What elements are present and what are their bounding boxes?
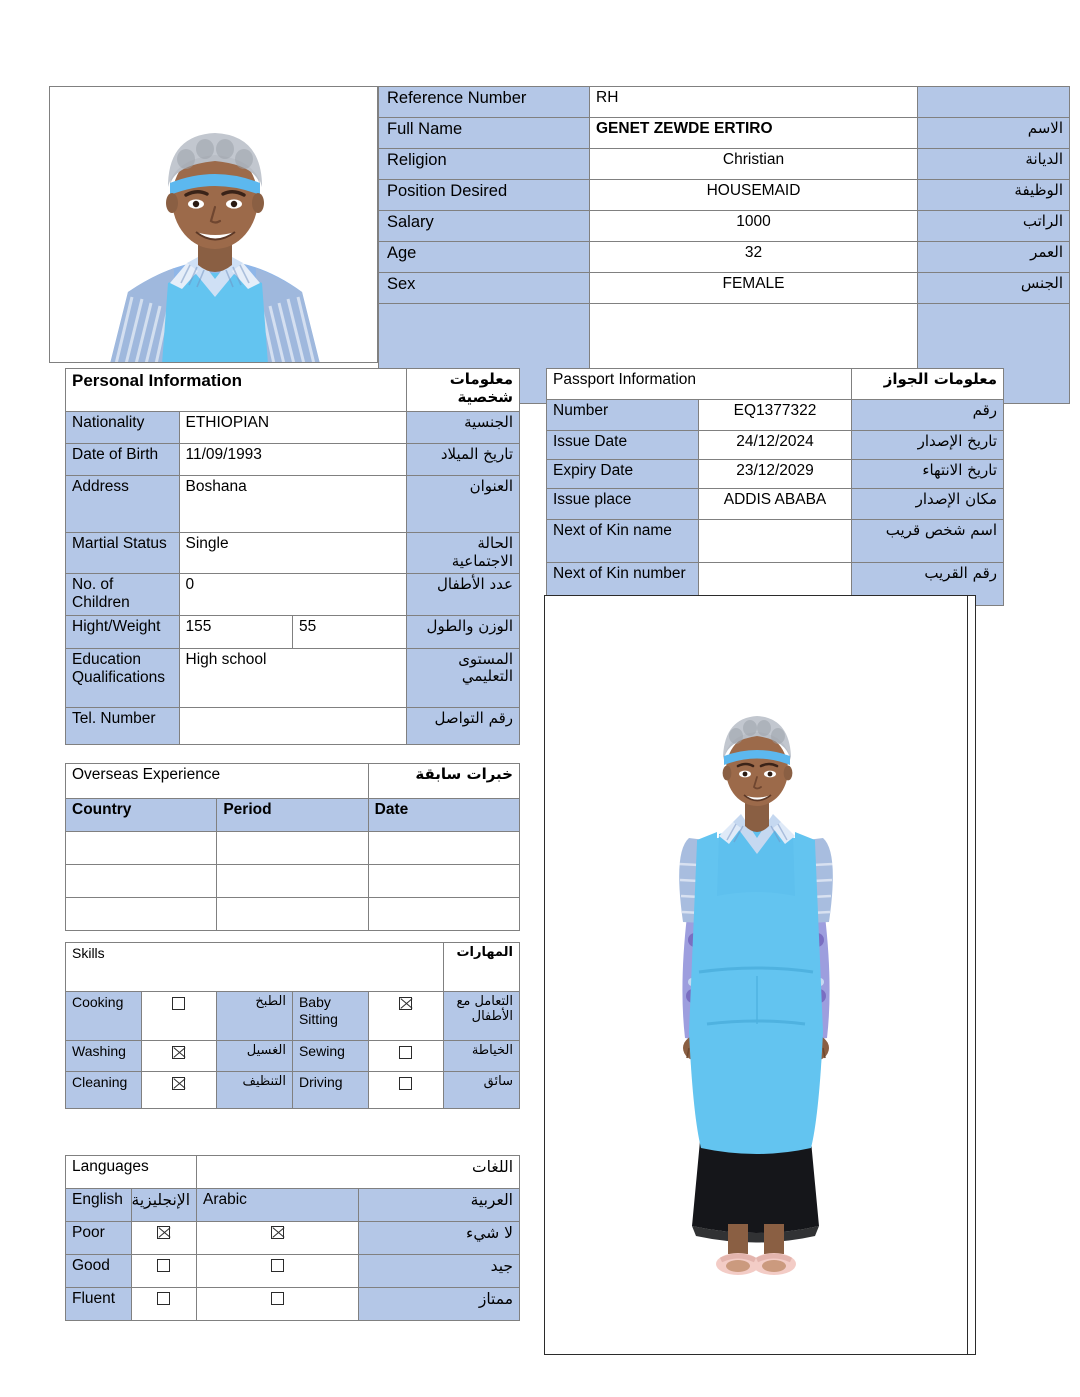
- checkbox-checked-icon: [271, 1226, 284, 1239]
- passport-info-title-en: Passport Information: [553, 371, 697, 388]
- overseas-data-row: [66, 832, 520, 865]
- header-value-2[interactable]: Christian: [590, 149, 918, 180]
- skills-row: [66, 1041, 520, 1072]
- passport-label-0: Number: [547, 400, 699, 431]
- header-row: [379, 180, 1070, 211]
- overseas-data-row: [66, 898, 520, 931]
- language-english-label: English: [66, 1189, 132, 1222]
- header-value-6[interactable]: FEMALE: [590, 273, 918, 304]
- personal-arabic-3: الحالة الاجتماعية: [406, 533, 520, 574]
- checkbox-checked-icon: [172, 1046, 185, 1059]
- personal-value-5[interactable]: 155: [179, 615, 293, 648]
- header-arabic-6: الجنس: [918, 273, 1070, 304]
- personal-label-6: Education Qualifications: [66, 648, 180, 707]
- skill-right-label-0: Baby Sitting: [292, 992, 368, 1041]
- personal-info-row: [66, 533, 520, 574]
- passport-label-5: Next of Kin number: [547, 563, 699, 606]
- checkbox-empty-icon: [399, 1077, 412, 1090]
- skill-right-arabic-0: التعامل مع الأطفال: [444, 992, 520, 1041]
- passport-value-3[interactable]: ADDIS ABABA: [699, 489, 851, 520]
- headshot-artwork: [50, 87, 377, 362]
- language-english-checkbox-2[interactable]: [131, 1288, 197, 1321]
- overseas-period-2[interactable]: [217, 898, 368, 931]
- personal-info-row: [66, 412, 520, 444]
- personal-label-1: Date of Birth: [66, 444, 180, 476]
- skills-table: [65, 942, 520, 1109]
- personal-value-3[interactable]: Single: [179, 533, 406, 574]
- skill-right-checkbox-2[interactable]: [368, 1072, 444, 1109]
- header-row: [379, 118, 1070, 149]
- checkbox-empty-icon: [157, 1259, 170, 1272]
- language-level-label-0: Poor: [66, 1222, 132, 1255]
- header-value-0[interactable]: RH: [590, 87, 918, 118]
- language-level-row: [66, 1222, 520, 1255]
- passport-value-1[interactable]: 24/12/2024: [699, 431, 851, 460]
- personal-value-6[interactable]: High school: [179, 648, 406, 707]
- personal-arabic-1: تاريخ الميلاد: [406, 444, 520, 476]
- header-value-1[interactable]: GENET ZEWDE ERTIRO: [590, 118, 918, 149]
- checkbox-checked-icon: [399, 997, 412, 1010]
- header-value-5[interactable]: 32: [590, 242, 918, 273]
- personal-arabic-6: المستوى التعليمي: [406, 648, 520, 707]
- overseas-col-period: Period: [217, 799, 368, 832]
- personal-label-4: No. of Children: [66, 574, 180, 616]
- personal-label-3: Martial Status: [66, 533, 180, 574]
- language-arabic-checkbox-1[interactable]: [197, 1255, 359, 1288]
- skills-row: [66, 1072, 520, 1109]
- personal-label-7: Tel. Number: [66, 707, 180, 744]
- skill-right-arabic-1: الخياطة: [444, 1041, 520, 1072]
- language-level-arabic-1: جيد: [358, 1255, 520, 1288]
- header-value-4[interactable]: 1000: [590, 211, 918, 242]
- personal-info-title-ar: معلومات شخصية: [406, 369, 520, 412]
- header-label-0: Reference Number: [379, 87, 590, 118]
- applicant-fullbody-photo: [545, 596, 968, 1354]
- skill-left-label-1: Washing: [66, 1041, 142, 1072]
- passport-arabic-0: رقم: [851, 400, 1003, 431]
- skill-left-checkbox-1[interactable]: [141, 1041, 217, 1072]
- header-arabic-5: العمر: [918, 242, 1070, 273]
- skill-left-label-0: Cooking: [66, 992, 142, 1041]
- overseas-date-0[interactable]: [368, 832, 519, 865]
- language-english-label-ar: الإنجليزية: [131, 1189, 197, 1222]
- overseas-header-row: [66, 799, 520, 832]
- skills-title-ar: المهارات: [444, 943, 520, 992]
- passport-arabic-4: اسم شخص قريب: [851, 520, 1003, 563]
- checkbox-empty-icon: [157, 1292, 170, 1305]
- passport-label-2: Expiry Date: [547, 460, 699, 489]
- passport-arabic-3: مكان الإصدار: [851, 489, 1003, 520]
- personal-information-table: [65, 368, 520, 745]
- personal-info-row: [66, 574, 520, 616]
- skills-row: [66, 992, 520, 1041]
- overseas-data-row: [66, 865, 520, 898]
- overseas-title-ar: خبرات سابقة: [368, 764, 519, 799]
- passport-information-table: [546, 368, 1004, 606]
- applicant-fullbody-photo-frame: [544, 595, 976, 1355]
- personal-value-2[interactable]: Boshana: [179, 476, 406, 533]
- passport-info-title-row: [547, 369, 1004, 400]
- header-arabic-4: الراتب: [918, 211, 1070, 242]
- checkbox-empty-icon: [271, 1259, 284, 1272]
- header-arabic-0: [918, 87, 1070, 118]
- skill-right-label-1: Sewing: [292, 1041, 368, 1072]
- languages-table: [65, 1155, 520, 1321]
- overseas-title-en: Overseas Experience: [72, 766, 221, 783]
- language-level-row: [66, 1288, 520, 1321]
- header-row: [379, 242, 1070, 273]
- passport-label-3: Issue place: [547, 489, 699, 520]
- personal-info-row: [66, 476, 520, 533]
- checkbox-empty-icon: [399, 1046, 412, 1059]
- skill-right-checkbox-0[interactable]: [368, 992, 444, 1041]
- header-row: [379, 149, 1070, 180]
- headshot-svg: [50, 87, 378, 363]
- header-label-1: Full Name: [379, 118, 590, 149]
- passport-label-1: Issue Date: [547, 431, 699, 460]
- skill-right-checkbox-1[interactable]: [368, 1041, 444, 1072]
- header-row: [379, 273, 1070, 304]
- language-english-checkbox-0[interactable]: [131, 1222, 197, 1255]
- personal-info-row: [66, 444, 520, 476]
- header-label-5: Age: [379, 242, 590, 273]
- passport-label-4: Next of Kin name: [547, 520, 699, 563]
- passport-info-title-ar: معلومات الجواز: [851, 369, 1003, 400]
- personal-value-7[interactable]: [179, 707, 406, 744]
- skills-title-en: Skills: [72, 945, 105, 961]
- passport-info-row: [547, 431, 1004, 460]
- overseas-date-1[interactable]: [368, 865, 519, 898]
- personal-info-row: [66, 615, 520, 648]
- header-row: [379, 87, 1070, 118]
- checkbox-empty-icon: [271, 1292, 284, 1305]
- passport-arabic-5: رقم القريب: [851, 563, 1003, 606]
- header-arabic-1: الاسم: [918, 118, 1070, 149]
- overseas-country-0[interactable]: [66, 832, 217, 865]
- skill-left-checkbox-0[interactable]: [141, 992, 217, 1041]
- header-label-3: Position Desired: [379, 180, 590, 211]
- header-section: [49, 86, 1063, 363]
- language-english-checkbox-1[interactable]: [131, 1255, 197, 1288]
- header-row: [379, 211, 1070, 242]
- language-arabic-label: Arabic: [197, 1189, 359, 1222]
- languages-header-row: [66, 1189, 520, 1222]
- header-label-4: Salary: [379, 211, 590, 242]
- skill-left-arabic-0: الطبخ: [217, 992, 293, 1041]
- personal-value-1[interactable]: 11/09/1993: [179, 444, 406, 476]
- header-label-6: Sex: [379, 273, 590, 304]
- language-level-row: [66, 1255, 520, 1288]
- personal-value-0[interactable]: ETHIOPIAN: [179, 412, 406, 444]
- overseas-period-0[interactable]: [217, 832, 368, 865]
- skill-left-checkbox-2[interactable]: [141, 1072, 217, 1109]
- overseas-country-1[interactable]: [66, 865, 217, 898]
- languages-title-row: [66, 1156, 520, 1189]
- personal-arabic-0: الجنسية: [406, 412, 520, 444]
- passport-value-4[interactable]: [699, 520, 851, 563]
- overseas-period-1[interactable]: [217, 865, 368, 898]
- header-value-3[interactable]: HOUSEMAID: [590, 180, 918, 211]
- personal-label-5: Hight/Weight: [66, 615, 180, 648]
- personal-info-title-row: [66, 369, 520, 412]
- overseas-experience-table: [65, 763, 520, 931]
- passport-arabic-1: تاريخ الإصدار: [851, 431, 1003, 460]
- personal-label-0: Nationality: [66, 412, 180, 444]
- applicant-headshot-photo: [49, 86, 378, 363]
- passport-value-2[interactable]: 23/12/2029: [699, 460, 851, 489]
- overseas-title-row: [66, 764, 520, 799]
- main-info-table: [378, 86, 1070, 404]
- personal-info-row: [66, 648, 520, 707]
- languages-title-en: Languages: [72, 1158, 149, 1175]
- language-level-label-1: Good: [66, 1255, 132, 1288]
- skill-right-arabic-2: سائق: [444, 1072, 520, 1109]
- checkbox-empty-icon: [172, 997, 185, 1010]
- personal-info-row: [66, 707, 520, 744]
- checkbox-checked-icon: [157, 1226, 170, 1239]
- languages-title-ar: اللغات: [197, 1156, 520, 1189]
- language-arabic-label-ar: العربية: [358, 1189, 520, 1222]
- passport-arabic-2: تاريخ الانتهاء: [851, 460, 1003, 489]
- overseas-col-country: Country: [66, 799, 217, 832]
- personal-info-title-en: Personal Information: [72, 371, 243, 390]
- language-level-arabic-2: ممتاز: [358, 1288, 520, 1321]
- skill-right-label-2: Driving: [292, 1072, 368, 1109]
- overseas-col-date: Date: [368, 799, 519, 832]
- passport-info-row: [547, 460, 1004, 489]
- skill-left-label-2: Cleaning: [66, 1072, 142, 1109]
- passport-info-row: [547, 520, 1004, 563]
- passport-value-0[interactable]: EQ1377322: [699, 400, 851, 431]
- header-arabic-2: الديانة: [918, 149, 1070, 180]
- personal-arabic-5: الوزن والطول: [406, 615, 520, 648]
- skill-left-arabic-2: التنظيف: [217, 1072, 293, 1109]
- language-level-arabic-0: لا شيء: [358, 1222, 520, 1255]
- personal-value2-5[interactable]: 55: [293, 615, 407, 648]
- personal-arabic-2: العنوان: [406, 476, 520, 533]
- language-arabic-checkbox-0[interactable]: [197, 1222, 359, 1255]
- skills-title-row: [66, 943, 520, 992]
- skill-left-arabic-1: الغسيل: [217, 1041, 293, 1072]
- header-label-2: Religion: [379, 149, 590, 180]
- personal-value-4[interactable]: 0: [179, 574, 406, 616]
- personal-label-2: Address: [66, 476, 180, 533]
- overseas-country-2[interactable]: [66, 898, 217, 931]
- personal-arabic-7: رقم التواصل: [406, 707, 520, 744]
- header-arabic-3: الوظيفة: [918, 180, 1070, 211]
- checkbox-checked-icon: [172, 1077, 185, 1090]
- personal-arabic-4: عدد الأطفال: [406, 574, 520, 616]
- overseas-date-2[interactable]: [368, 898, 519, 931]
- language-level-label-2: Fluent: [66, 1288, 132, 1321]
- language-arabic-checkbox-2[interactable]: [197, 1288, 359, 1321]
- passport-info-row: [547, 400, 1004, 431]
- fullbody-svg: [545, 596, 968, 1354]
- passport-info-row: [547, 489, 1004, 520]
